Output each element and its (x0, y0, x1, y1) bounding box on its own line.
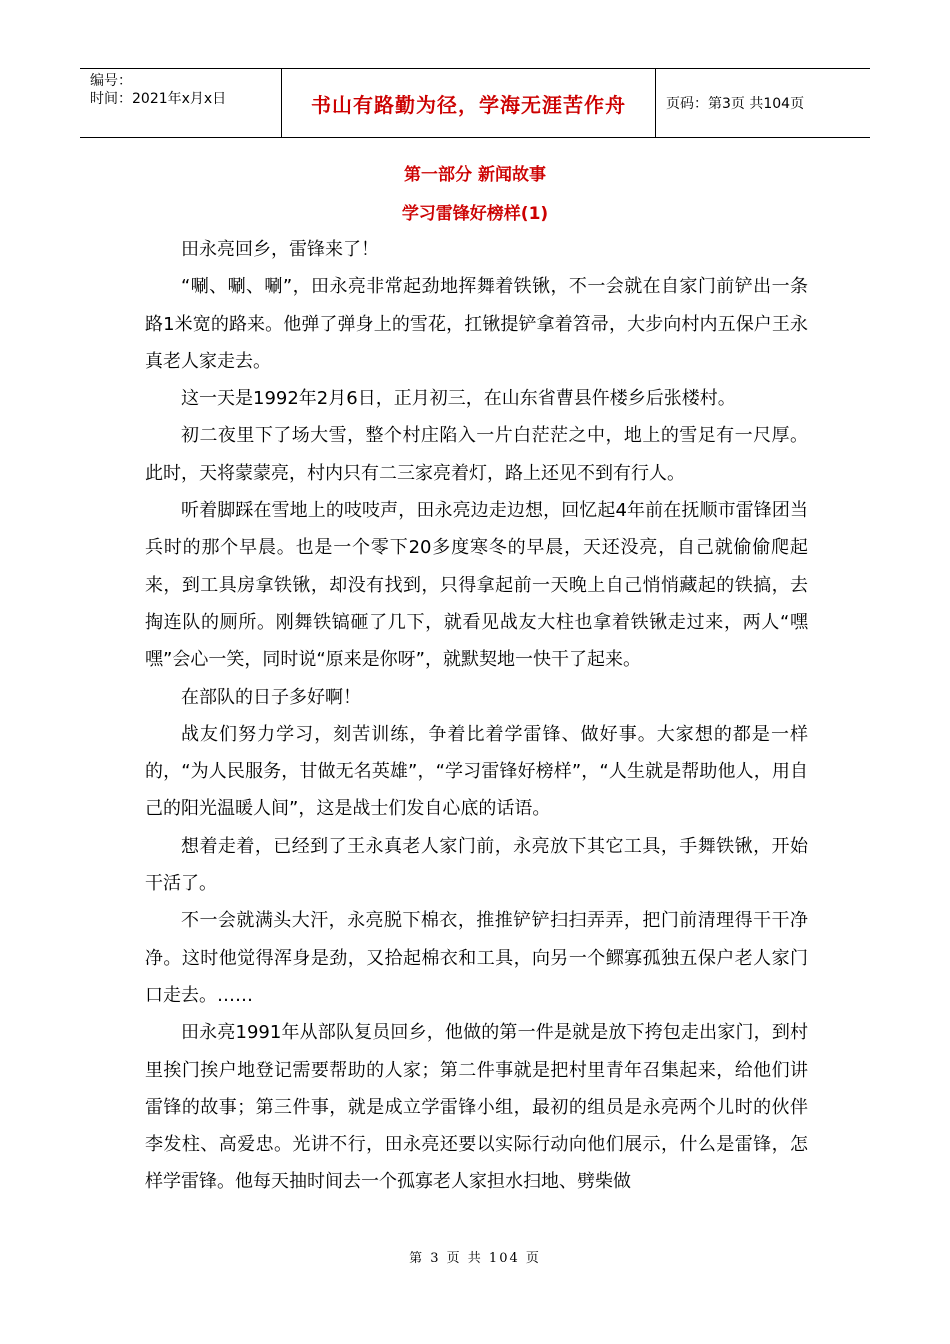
story-title: 学习雷锋好榜样(1) (401, 204, 549, 224)
paragraph: 在部队的日子多好啊！ (181, 686, 361, 708)
article-body (145, 231, 808, 1201)
paragraph: 战友们努力学习，刻苦训练，争着比着学雷锋、做好事。大家想的都是一样的，“为人民服务，甘做无名英雄”，“学习雷锋好榜样”，“人生就是帮助他人，用自己的阳光温暖人间”，这是战士们发自心底的话语。 (145, 723, 808, 820)
page-header (80, 68, 870, 138)
paragraph: 想着走着，已经到了王永真老人家门前，永亮放下其它工具，手舞铁锹，开始干活了。 (145, 835, 808, 895)
paragraph: 初二夜里下了场大雪，整个村庄陷入一片白茫茫之中，地上的雪足有一尺厚。此时，天将蒙蒙亮，村内只有二三家亮着灯，路上还见不到有行人。 (145, 425, 808, 484)
paragraph: “唰、唰、唰”，田永亮非常起劲地挥舞着铁锹，不一会就在自家门前铲出一条路1米宽的路来。他弹了弹身上的雪花，扛锹提铲拿着笤帚，大步向村内五保户王永真老人家走去。 (145, 276, 808, 372)
header-meta (80, 69, 282, 137)
paragraph: 这一天是1992年2月6日，正月初三，在山东省曹县仵楼乡后张楼村。 (181, 388, 736, 410)
paragraph: 田永亮回乡，雷锋来了！ (181, 239, 379, 260)
part-title: 第一部分 新闻故事 (404, 165, 546, 185)
code-label: 编号： (90, 73, 132, 89)
header-page-info: 页码：第3页 共104页 (666, 96, 805, 112)
time-label: 时间：2021年x月x日 (90, 91, 227, 107)
page-footer: 第 3 页 共 104 页 (409, 1251, 541, 1266)
header-motto: 书山有路勤为径，学海无涯苦作舟 (282, 69, 656, 137)
paragraph: 听着脚踩在雪地上的吱吱声，田永亮边走边想，回忆起4年前在抚顺市雷锋团当兵时的那个早晨。也是一个零下20多度寒冬的早晨，天还没亮，自己就偷偷爬起来，到工具房拿铁锹，却没有找到，只得拿起前一天晚上自己悄悄藏起的铁搞，去掏连队的厕所。刚舞铁镐砸了几下，就看见战友大柱也拿着铁锹走过来，两人“嘿嘿”会心一笑，同时说“原来是你呀”，就默契地一快干了起来。 (145, 500, 808, 671)
paragraph: 不一会就满头大汗，永亮脱下棉衣，推推铲铲扫扫弄弄，把门前清理得干干净净。这时他觉得浑身是劲，又拾起棉衣和工具，向另一个鳏寡孤独五保户老人家门口走去。…… (145, 910, 808, 1006)
paragraph: 田永亮1991年从部队复员回乡，他做的第一件是就是放下挎包走出家门，到村里挨门挨户地登记需要帮助的人家；第二件事就是把村里青年召集起来，给他们讲雷锋的故事；第三件事，就是成立学雷锋小组，最初的组员是永亮两个儿时的伙伴李发柱、高爱忠。光讲不行，田永亮还要以实际行动向他们展示，什么是雷锋，怎样学雷锋。他每天抽时间去一个孤寡老人家担水扫地、劈柴做 (145, 1022, 808, 1193)
